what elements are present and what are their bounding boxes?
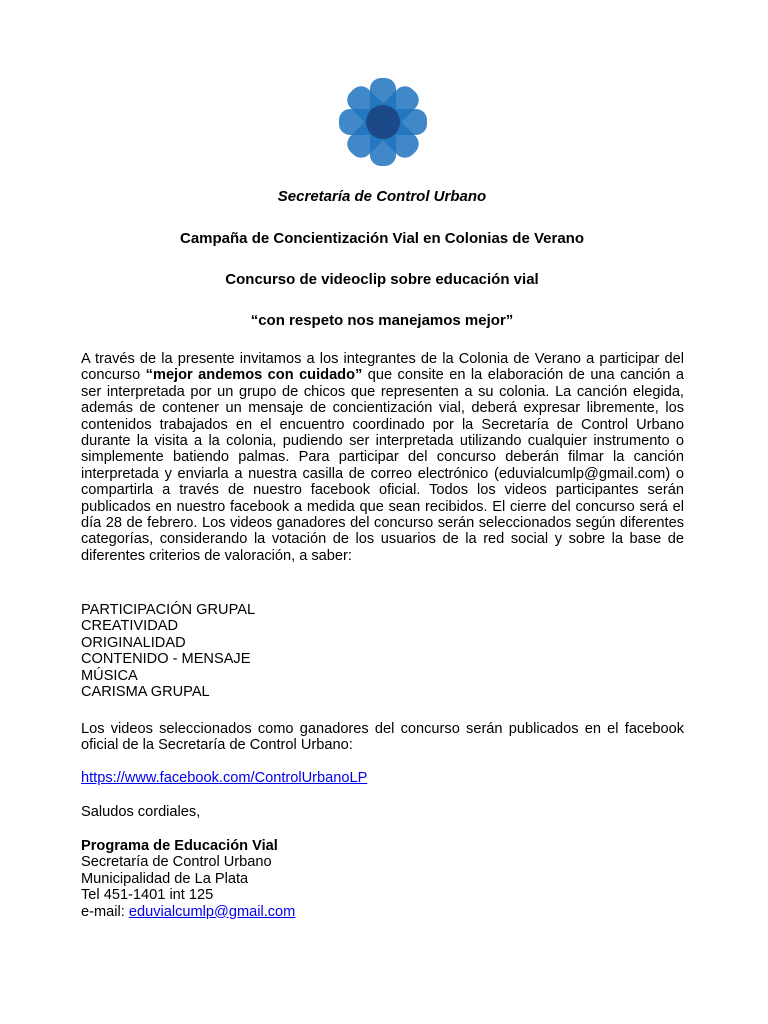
criteria-list (81, 602, 684, 700)
winners-paragraph: Los videos seleccionados como ganadores del concurso serán publicados en el facebook oficial de la Secretaría de Control Urbano: (81, 721, 684, 754)
email-label: e-mail: (81, 903, 129, 920)
logo-center (366, 105, 400, 139)
facebook-link[interactable]: https://www.facebook.com/ControlUrbanoLP (81, 770, 368, 786)
criteria-item: CREATIVIDAD (81, 618, 179, 635)
office-name: Secretaría de Control Urbano (81, 854, 272, 871)
motto-title: “con respeto nos manejamos mejor” (250, 312, 514, 329)
facebook-link-line (81, 770, 684, 786)
closing-greeting: Saludos cordiales, (81, 804, 201, 820)
criteria-item: CARISMA GRUPAL (81, 684, 210, 701)
campaign-title: Campaña de Concientización Vial en Colonias de Verano (180, 230, 584, 247)
criteria-item: PARTICIPACIÓN GRUPAL (81, 602, 256, 618)
municipality-name: Municipalidad de La Plata (81, 870, 249, 887)
criteria-item: ORIGINALIDAD (81, 634, 186, 651)
contest-title: Concurso de videoclip sobre educación vial (225, 271, 539, 288)
organization-title: Secretaría de Control Urbano (277, 188, 487, 205)
program-name: Programa de Educación Vial (81, 838, 278, 854)
intro-paragraph (81, 351, 684, 564)
criteria-item: CONTENIDO - MENSAJE (81, 651, 251, 668)
signature-block (81, 838, 684, 920)
logo-icon (331, 70, 435, 174)
contest-name: “mejor andemos con cuidado” (145, 367, 363, 384)
criteria-item: MÚSICA (81, 667, 138, 684)
phone-number: Tel 451-1401 int 125 (81, 887, 214, 904)
intro-text-rest: que consite en la elaboración de una canción a ser interpretada por un grupo de chicos que representen a su colonia. La canción elegida, además de contener un mensaje de concientización vial, deberá expresar libremente, los contenidos trabajados en el encuentro coordinado por la Secretaría de Control Urbano durante la visita a la colonia, pudiendo ser interpretada utilizando cualquier instrumento o simplemente batiendo palmas. Para participar del concurso deberán filmar la canción interpretada y enviarla a nuestra casilla de correo electrónico (eduvialcumlp@gmail.com) o compartirla a través de nuestro facebook oficial. Todos los videos participantes serán publicados en nuestro facebook a medida que sean recibidos. El cierre del concurso será el día 28 de febrero. Los videos ganadores del concurso serán seleccionados según diferentes categorías, considerando la votación de los usuarios de la red social y sobre la base de diferentes criterios de valoración, a saber: (81, 367, 684, 564)
intro-text-start: A través de la presente invitamos a los integrantes de la Colonia de Verano a participar del concurso (81, 351, 684, 384)
email-link[interactable]: eduvialcumlp@gmail.com (128, 903, 296, 920)
